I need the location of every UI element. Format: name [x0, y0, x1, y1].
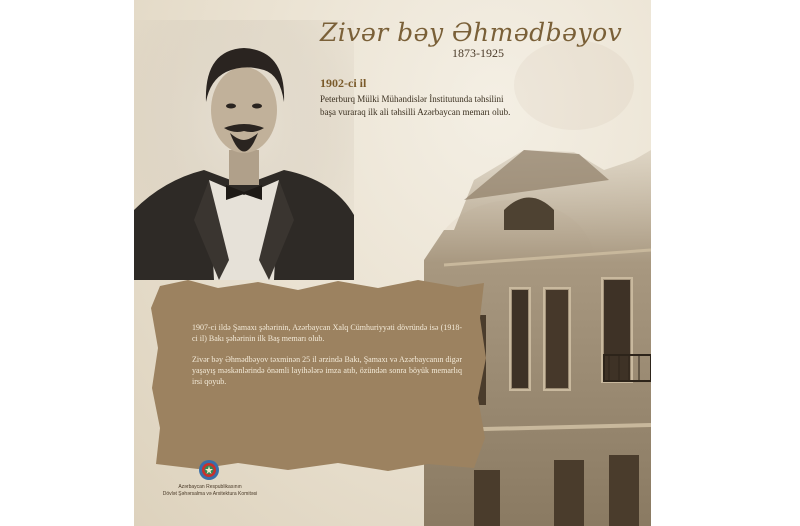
note-body: Peterburq Mülki Mühəndislər İnstitutunda təhsilini başa vuraraq ilk ali təhsilli Azərbaycan memarı olub.: [320, 94, 511, 117]
organization-line-1: Azərbaycan Respublikasının: [178, 484, 242, 490]
paper-text: [192, 322, 462, 397]
azerbaijan-emblem-icon: [198, 459, 220, 481]
organization-line-2: Dövlət Şəhərsalma və Arxitektura Komitəsi: [162, 491, 258, 497]
paragraph-2: Zivər bəy Əhmədbəyov təxminən 25 il ərzində Bakı, Şamaxı və Azərbaycanın digər yaşayış məskənlərində önəmli layihələrə imza atıb, özündən sonra böyük memarlıq irsi qoyub.: [192, 355, 462, 386]
poster: [134, 0, 651, 526]
note-heading: 1902-ci il: [320, 76, 367, 90]
paper-stain: [514, 40, 634, 130]
life-years: 1873-1925: [452, 46, 504, 60]
portrait-photo: [134, 20, 354, 280]
organization-caption: [140, 484, 280, 498]
page-title: Zivər bəy Əhmədbəyov: [320, 18, 623, 47]
paragraph-1: 1907-ci ildə Şamaxı şəhərinin, Azərbaycan Xalq Cümhuriyyəti dövründə isə (1918-ci il) Bakı şəhərinin ilk Baş memarı olub.: [192, 323, 462, 343]
